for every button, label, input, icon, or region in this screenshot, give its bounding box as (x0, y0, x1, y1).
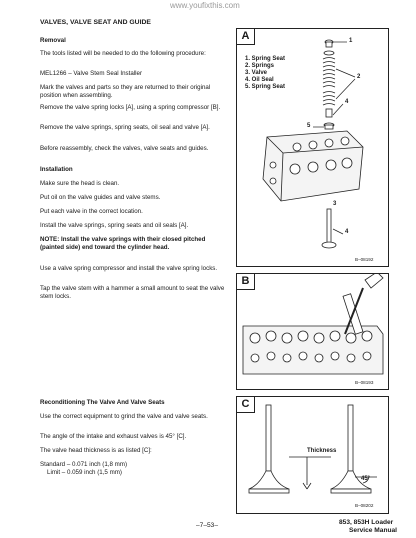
removal-p2: MEL1266 – Valve Stem Seal Installer (40, 70, 143, 77)
installation-note (40, 236, 222, 252)
panel-a-tab: A (236, 28, 255, 45)
removal-p5: Remove the valve springs, spring seats, oil seal and valve [A]. (40, 124, 210, 131)
recondition-p3: The valve head thickness is as listed [C]: (40, 447, 152, 454)
note-label: NOTE: (40, 236, 60, 243)
figure-panel-b (236, 273, 389, 390)
installation-p4: Install the valve springs, spring seats and oil seals [A]. (40, 222, 189, 229)
callout-5: 5 (307, 123, 311, 129)
callout-3: 3 (333, 201, 337, 207)
page-number: –7–53– (196, 522, 219, 529)
legend-item-2: 2. Springs (245, 63, 275, 69)
footer-model: 853, 853H Loader (339, 519, 394, 526)
figure-panel-c (236, 396, 389, 514)
installation-p3: Put each valve in the correct location. (40, 208, 143, 215)
removal-heading: Removal (40, 37, 66, 44)
spring-compressor-diagram (237, 274, 388, 389)
panel-b-code: B–08193 (355, 380, 374, 385)
panel-c-tab: C (236, 396, 255, 413)
legend-item-3: 3. Valve (245, 70, 268, 76)
installation-p2: Put oil on the valve guides and valve stems. (40, 194, 161, 201)
figure-panel-a (236, 28, 389, 267)
panel-b-tab: B (236, 273, 255, 290)
section-title: VALVES, VALVE SEAT AND GUIDE (40, 19, 151, 26)
callout-1: 1 (349, 38, 353, 44)
recondition-heading: Reconditioning The Valve And Valve Seats (40, 399, 165, 406)
legend-item-5: 5. Spring Seat (245, 84, 286, 90)
legend-item-1: 1. Spring Seat (245, 56, 286, 62)
watermark: www.youfixthis.com (170, 1, 240, 10)
note-text: Install the valve springs with their closed pitched (painted side) end toward the cylinder head. (40, 236, 206, 251)
removal-p4: Remove the valve spring locks [A], using a spring compressor [B]. (40, 104, 221, 111)
removal-p3: Mark the valves and parts so they are returned to their original position when assembling. (40, 84, 211, 99)
removal-p1: The tools listed will be needed to do the following procedure: (40, 50, 206, 57)
removal-p6: Before reassembly, check the valves, valve seats and guides. (40, 145, 209, 152)
installation-p6: Tap the valve stem with a hammer a small amount to seat the valve stem locks. (40, 285, 225, 300)
installation-p5: Use a valve spring compressor and install the valve spring locks. (40, 265, 218, 272)
recondition-spec1: Standard – 0.071 inch (1,8 mm) (40, 461, 128, 468)
recondition-p1: Use the correct equipment to grind the valve and valve seats. (40, 413, 208, 420)
valve-thickness-diagram (237, 397, 388, 513)
valve-exploded-diagram (237, 29, 388, 266)
thickness-label: Thickness (307, 448, 337, 454)
recondition-p2: The angle of the intake and exhaust valves is 45° [C]. (40, 433, 187, 440)
installation-heading: Installation (40, 166, 73, 173)
panel-a-code: B–08192 (355, 257, 374, 262)
recondition-spec2: Limit – 0.059 inch (1,5 mm) (47, 469, 122, 476)
footer-manual: Service Manual (349, 527, 398, 534)
angle-label: 45° (361, 476, 371, 482)
panel-c-code: B–08202 (355, 503, 374, 508)
callout-2: 2 (357, 74, 361, 80)
callout-4a: 4 (345, 99, 349, 105)
callout-4b: 4 (345, 229, 349, 235)
legend-item-4: 4. Oil Seal (245, 77, 274, 83)
installation-p1: Make sure the head is clean. (40, 180, 120, 187)
